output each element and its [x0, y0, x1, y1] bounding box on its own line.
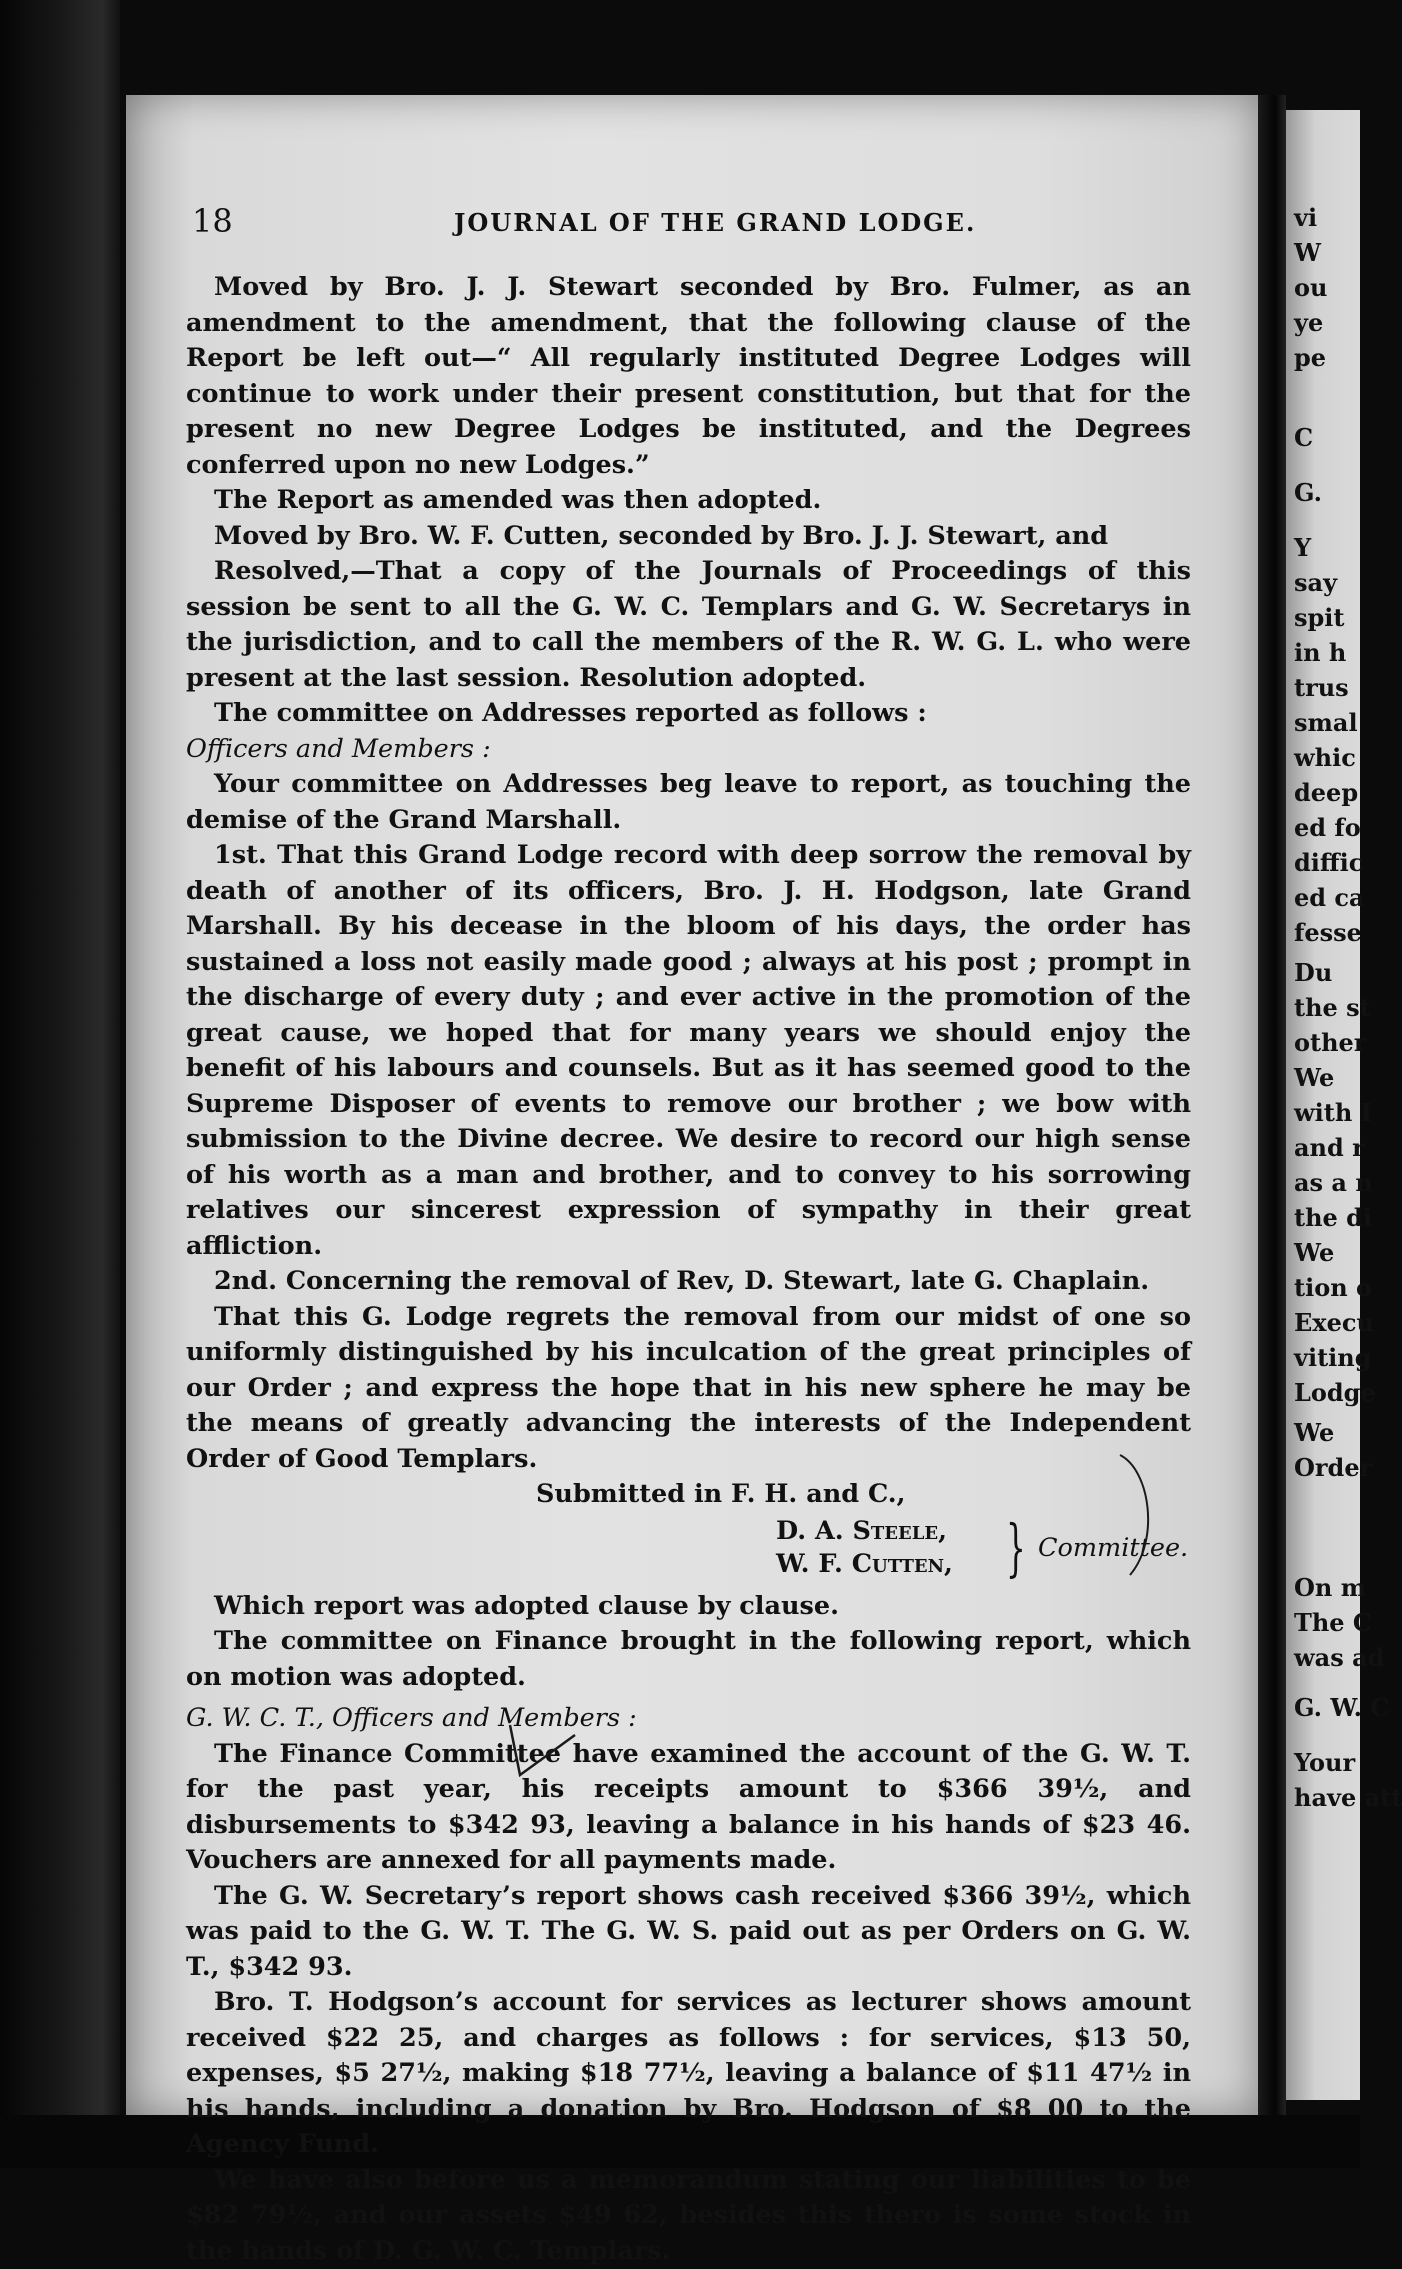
- paragraph-addresses-intro: The committee on Addresses reported as follows :: [186, 696, 1191, 732]
- right-page-fragment: We: [1294, 1235, 1334, 1271]
- right-page-fragment: other: [1294, 1025, 1366, 1061]
- paragraph-report-adopted: The Report as amended was then adopted.: [186, 483, 1191, 519]
- brace-symbol: }: [1006, 1513, 1026, 1583]
- right-page-fragment: We: [1294, 1060, 1334, 1096]
- signature-cutten: W. F. Cutten,: [776, 1548, 953, 1581]
- page-gutter: [1258, 95, 1286, 2115]
- paragraph-resolved: Resolved,—That a copy of the Journals of Proceedings of this session be sent to all the G. W. C. Templars and G. W. Secretarys in the jurisdiction, and to call the members of the R. W. G. L. who were present at the last session. Resolution adopted.: [186, 554, 1191, 696]
- right-page-fragment: say: [1294, 565, 1337, 601]
- right-page-fragment: with I: [1294, 1095, 1372, 1131]
- right-page-fragment: fesse: [1294, 915, 1362, 951]
- right-page-fragment: ou: [1294, 270, 1327, 306]
- right-page-fragment: in h: [1294, 635, 1346, 671]
- right-page-fragment: and r: [1294, 1130, 1365, 1166]
- right-page-fragment: ye: [1294, 305, 1323, 341]
- salutation-officers: Officers and Members :: [186, 732, 1191, 768]
- right-page-fragment: Du: [1294, 955, 1332, 991]
- right-page-fragment: pe: [1294, 340, 1326, 376]
- right-page-fragment: Order: [1294, 1450, 1372, 1486]
- right-page-fragment: The C: [1294, 1605, 1372, 1641]
- right-page-fragment: have att: [1294, 1780, 1402, 1816]
- right-page-fragment: deep: [1294, 775, 1358, 811]
- right-page-fragment: the di: [1294, 1200, 1372, 1236]
- committee-label: Committee.: [1038, 1531, 1188, 1567]
- right-page-fragment: viting: [1294, 1340, 1372, 1376]
- right-page-fragment: ed ca: [1294, 880, 1365, 916]
- right-page-edge: [1286, 110, 1360, 2100]
- paragraph-finance-examined: The Finance Committee have examined the account of the G. W. T. for the past year, his receipts amount to $366 39½, and disbursements to $342 93, leaving a balance in his hands of $23 46. Vouchers are annexed for all payments made.: [186, 1737, 1191, 1879]
- book-binding: [0, 0, 120, 2168]
- salutation-gwct: G. W. C. T., Officers and Members :: [186, 1701, 1191, 1737]
- paragraph-second: 2nd. Concerning the removal of Rev, D. Stewart, late G. Chaplain.: [186, 1264, 1191, 1300]
- right-page-fragment: whic: [1294, 740, 1356, 776]
- signature-block: [186, 1515, 1191, 1589]
- paragraph-liabilities: We have also before us a memorandum stating our liabilities to be $82 79½, and our assets $49 62, besides this thero is some stock in the hands of D. G. W. C. Templars.: [186, 2163, 1191, 2269]
- right-page-fragment: as a n: [1294, 1165, 1373, 1201]
- right-page-fragment: Execu: [1294, 1305, 1374, 1341]
- right-page-fragment: the st: [1294, 990, 1371, 1026]
- right-page-fragment: C: [1294, 420, 1313, 456]
- page-number: 18: [192, 202, 233, 240]
- right-page-fragment: trus: [1294, 670, 1349, 706]
- right-page-fragment: Y: [1294, 530, 1311, 566]
- paragraph-first: 1st. That this Grand Lodge record with deep sorrow the removal by death of another of its officers, Bro. J. H. Hodgson, late Grand Marshall. By his decease in the bloom of his days, the order has sustained a loss not easily made good ; always at his post ; prompt in the discharge of every duty ; and ever active in the promotion of the great cause, we hoped that for many years we should enjoy the benefit of his labours and counsels. But as it has seemed good to the Supreme Disposer of events to remove our brother ; we bow with submission to the Divine decree. We desire to record our high sense of his worth as a man and brother, and to convey to his sorrowing relatives our sincerest expression of sympathy in their great affliction.: [186, 838, 1191, 1264]
- page-body: [186, 270, 1191, 2269]
- running-head: [192, 202, 1192, 242]
- paragraph-moved: Moved by Bro. W. F. Cutten, seconded by Bro. J. J. Stewart, and: [186, 519, 1191, 555]
- paragraph-secretary: The G. W. Secretary’s report shows cash received $366 39½, which was paid to the G. W. T. The G. W. S. paid out as per Orders on G. W. T., $342 93.: [186, 1879, 1191, 1986]
- right-page-fragment: Your: [1294, 1745, 1355, 1781]
- right-page-fragment: smal: [1294, 705, 1358, 741]
- right-page-fragment: ed fo: [1294, 810, 1361, 846]
- paragraph-hodgson: Bro. T. Hodgson’s account for services as lecturer shows amount received $22 25, and charges as follows : for services, $13 50, expenses, $5 27½, making $18 77½, leaving a balance of $11 47½ in his hands, including a donation by Bro. Hodgson of $8 00 to the Agency Fund.: [186, 1985, 1191, 2163]
- journal-title: JOURNAL OF THE GRAND LODGE.: [454, 208, 976, 237]
- right-page-fragment: W: [1294, 235, 1321, 271]
- right-page-fragment: G.: [1294, 475, 1322, 511]
- signature-names: [776, 1515, 953, 1581]
- right-page-fragment: vi: [1294, 200, 1317, 236]
- right-page-fragment: We: [1294, 1415, 1334, 1451]
- right-page-fragment: Lodge: [1294, 1375, 1376, 1411]
- right-page-fragment: tion o: [1294, 1270, 1372, 1306]
- signature-steele: D. A. Steele,: [776, 1515, 953, 1548]
- paragraph-amendment: Moved by Bro. J. J. Stewart seconded by Bro. Fulmer, as an amendment to the amendment, that the following clause of the Report be left out—“ All regularly instituted Degree Lodges will continue to work under their present constitution, but that for the present no new Degree Lodges be instituted, and the Degrees conferred upon no new Lodges.”: [186, 270, 1191, 483]
- paragraph-chaplain: That this G. Lodge regrets the removal from our midst of one so uniformly distinguished by his inculcation of the great principles of our Order ; and express the hope that in his new sphere he may be the means of greatly advancing the interests of the Independent Order of Good Templars.: [186, 1300, 1191, 1478]
- right-page-fragment: spit: [1294, 600, 1345, 636]
- right-page-fragment: G. W. C: [1294, 1690, 1389, 1726]
- right-page-fragment: was ad: [1294, 1640, 1384, 1676]
- paragraph-addresses-report: Your committee on Addresses beg leave to report, as touching the demise of the Grand Marshall.: [186, 767, 1191, 838]
- right-page-fragment: diffic: [1294, 845, 1363, 881]
- submitted-line: Submitted in F. H. and C.,: [186, 1477, 1191, 1513]
- right-page-fragment: On m: [1294, 1570, 1366, 1606]
- paragraph-adopted-clause: Which report was adopted clause by clause.: [186, 1589, 1191, 1625]
- paragraph-finance-intro: The committee on Finance brought in the following report, which on motion was adopted.: [186, 1624, 1191, 1695]
